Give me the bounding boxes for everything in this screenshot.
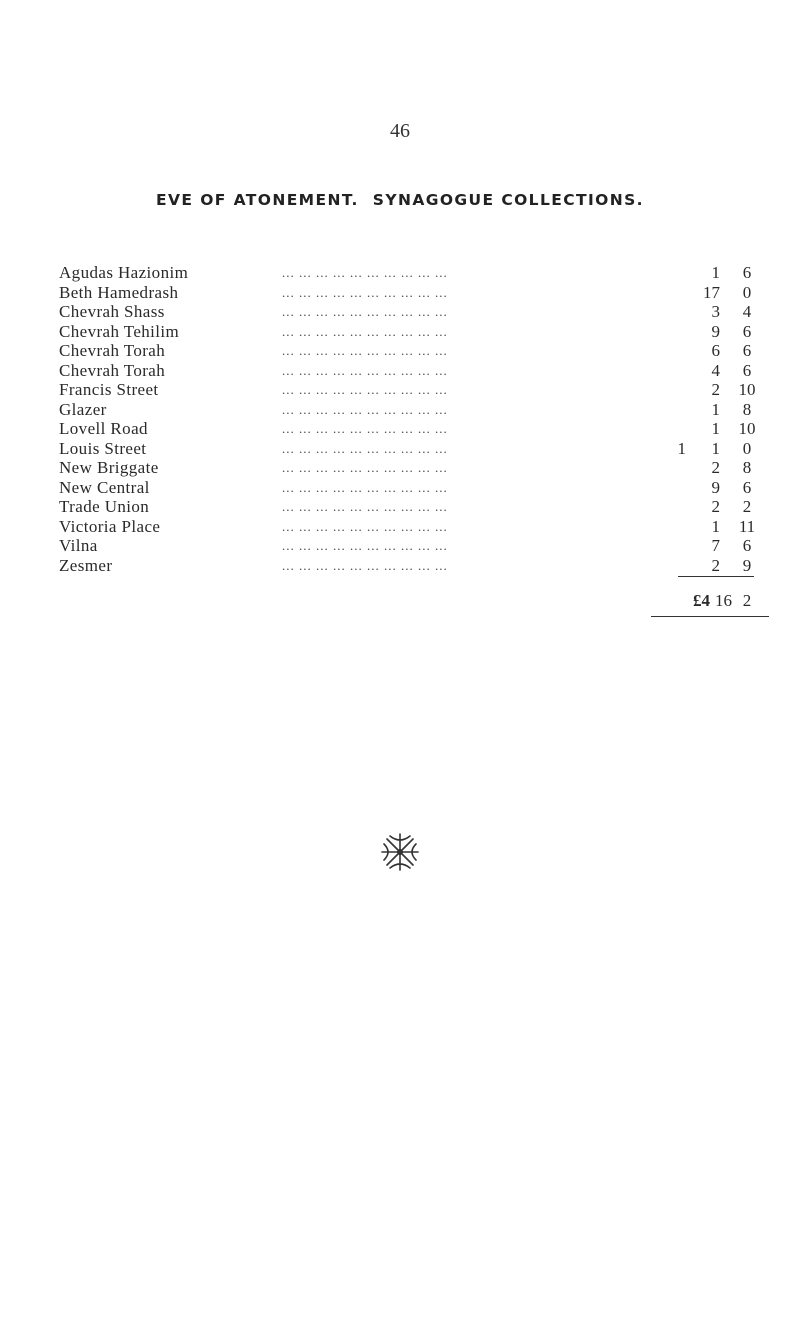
list-item — [0, 380, 800, 400]
list-item — [0, 361, 800, 381]
entry-name: New Central — [59, 477, 150, 497]
entry-pence: 6 — [742, 360, 752, 380]
total-rule-bottom — [651, 616, 769, 617]
entry-pence: 9 — [742, 555, 752, 575]
entry-name: Trade Union — [59, 497, 150, 516]
entry-pence: 6 — [742, 341, 752, 360]
leader-dots: ... ... ... ... ... ... ... ... ... ... — [282, 538, 448, 553]
list-item — [0, 400, 800, 420]
list-item — [0, 341, 800, 361]
leader-dots: ... ... ... ... ... ... ... ... ... ... — [282, 343, 448, 358]
entry-shillings: 9 — [711, 477, 720, 497]
entry-shillings: 2 — [711, 497, 720, 516]
entry-pence: 8 — [742, 399, 752, 419]
entry-shillings: 3 — [711, 302, 720, 321]
entry-name: Francis Street — [59, 380, 159, 399]
entry-name: Chevrah Torah — [59, 341, 166, 360]
leader-dots: ... ... ... ... ... ... ... ... ... ... — [282, 304, 448, 319]
leader-dots: ... ... ... ... ... ... ... ... ... ... — [282, 460, 448, 475]
title-part-2: SYNAGOGUE COLLECTIONS. — [372, 191, 644, 209]
list-item — [0, 283, 800, 303]
leader-dots: ... ... ... ... ... ... ... ... ... ... — [282, 265, 448, 280]
entry-name: Chevrah Tehilim — [59, 321, 180, 341]
entry-pence: 4 — [742, 302, 752, 321]
entry-pence: 2 — [742, 497, 752, 516]
entry-shillings: 2 — [711, 555, 720, 575]
collections-list — [0, 263, 800, 575]
page-number: 46 — [390, 120, 410, 142]
entry-shillings: 1 — [711, 263, 720, 282]
entry-shillings: 1 — [711, 438, 720, 458]
leader-dots: ... ... ... ... ... ... ... ... ... ... — [282, 499, 448, 514]
entry-name: Zesmer — [59, 555, 113, 575]
entry-shillings: 9 — [711, 321, 720, 341]
entry-shillings: 1 — [711, 419, 720, 438]
page-title — [0, 191, 800, 209]
entry-pence: 6 — [742, 321, 752, 341]
entry-shillings: 1 — [711, 399, 720, 419]
entry-pence: 0 — [742, 438, 752, 458]
entry-name: Louis Street — [59, 438, 147, 458]
leader-dots: ... ... ... ... ... ... ... ... ... ... — [282, 440, 448, 456]
entry-name: Lovell Road — [59, 419, 148, 438]
entry-shillings: 1 — [711, 516, 720, 536]
entry-shillings: 2 — [711, 380, 720, 399]
list-item — [0, 536, 800, 556]
entry-name: Chevrah Shass — [59, 302, 165, 321]
total-pounds: £4 — [693, 591, 710, 610]
entry-shillings: 17 — [703, 282, 720, 302]
entry-pence: 6 — [742, 536, 752, 555]
leader-dots: ... ... ... ... ... ... ... ... ... ... — [282, 362, 448, 378]
entry-pence: 10 — [738, 380, 756, 399]
title-part-1: EVE OF ATONEMENT. — [156, 191, 359, 209]
leader-dots: ... ... ... ... ... ... ... ... ... ... — [282, 284, 448, 300]
list-item — [0, 263, 800, 283]
total-row — [0, 591, 800, 611]
entry-pence: 8 — [742, 458, 752, 477]
entry-name: Glazer — [59, 399, 107, 419]
entry-shillings: 2 — [711, 458, 720, 477]
total-pence: 2 — [742, 591, 752, 610]
entry-pence: 11 — [738, 516, 756, 536]
list-item — [0, 478, 800, 498]
entry-name: Chevrah Torah — [59, 360, 166, 380]
entry-name: Vilna — [59, 536, 98, 555]
asterisk-flourish-icon — [378, 830, 422, 874]
entry-name: Victoria Place — [59, 516, 161, 536]
leader-dots: ... ... ... ... ... ... ... ... ... ... — [282, 421, 448, 436]
entry-shillings: 7 — [711, 536, 720, 555]
list-item — [0, 556, 800, 576]
entry-name: Beth Hamedrash — [59, 282, 179, 302]
leader-dots: ... ... ... ... ... ... ... ... ... ... — [282, 479, 448, 495]
leader-dots: ... ... ... ... ... ... ... ... ... ... — [282, 557, 448, 573]
total-shillings: 16 — [715, 591, 732, 610]
leader-dots: ... ... ... ... ... ... ... ... ... ... — [282, 382, 448, 397]
leader-dots: ... ... ... ... ... ... ... ... ... ... — [282, 518, 448, 534]
list-item — [0, 497, 800, 517]
entry-name: New Briggate — [59, 458, 159, 477]
entry-pounds: 1 — [677, 438, 686, 458]
list-item — [0, 302, 800, 322]
total-rule-top — [678, 576, 754, 577]
entry-shillings: 4 — [711, 360, 720, 380]
list-item — [0, 439, 800, 459]
list-item — [0, 419, 800, 439]
leader-dots: ... ... ... ... ... ... ... ... ... ... — [282, 323, 448, 339]
entry-name: Agudas Hazionim — [59, 263, 189, 282]
list-item — [0, 458, 800, 478]
leader-dots: ... ... ... ... ... ... ... ... ... ... — [282, 401, 448, 417]
list-item — [0, 517, 800, 537]
entry-pence: 0 — [742, 282, 752, 302]
entry-pence: 10 — [738, 419, 756, 438]
entry-pence: 6 — [742, 263, 752, 282]
list-item — [0, 322, 800, 342]
entry-shillings: 6 — [711, 341, 720, 360]
entry-pence: 6 — [742, 477, 752, 497]
